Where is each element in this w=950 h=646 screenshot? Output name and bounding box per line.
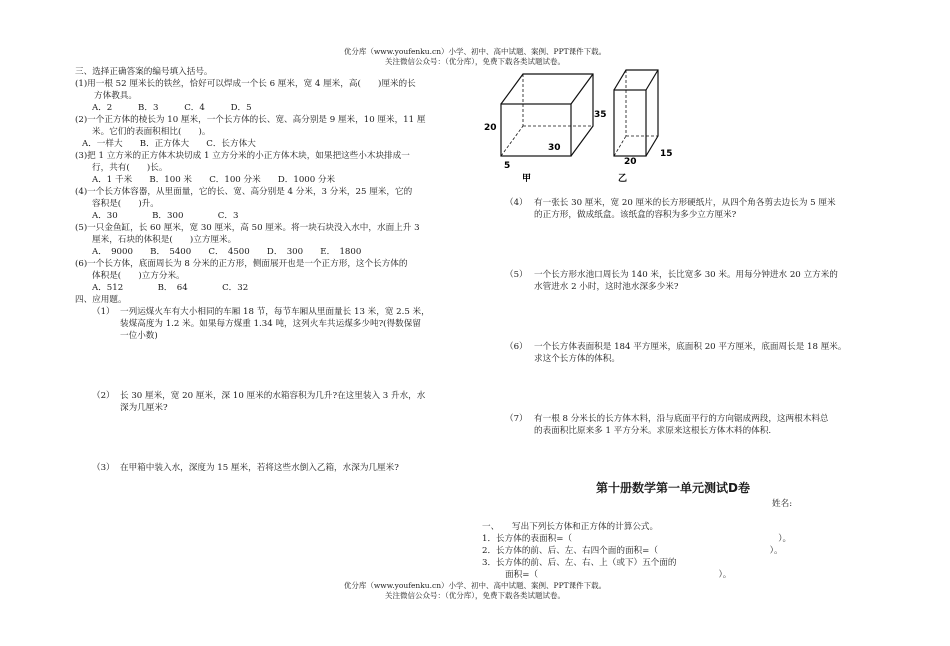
q6-text: (6)一个长方体，底面周长为 8 分米的正方形，侧面展开也是一个正方形，这个长方体的 bbox=[75, 259, 408, 269]
box-yi bbox=[614, 70, 658, 156]
q4-text-cont: 容积是( )升。 bbox=[92, 199, 159, 209]
d-section1-heading: 写出下列长方体和正方体的计算公式。 bbox=[512, 522, 659, 532]
page-footer-line2: 关注微信公众号：（优分库），免费下载各类试题试卷。 bbox=[385, 591, 565, 600]
q3-options: A．1 千米 B．100 米 C．100 分米 D．1000 分米 bbox=[92, 175, 336, 185]
yi-name-label: 乙 bbox=[618, 174, 628, 184]
app2-text: 长 30 厘米，宽 20 厘米，深 10 厘米的水箱容积为几升?在这里装入 3 升水，水 bbox=[120, 391, 426, 401]
app6-text: 一个长方体表面积是 184 平方厘米，底面积 20 平方厘米，底面周长是 18 厘米。 bbox=[534, 342, 847, 352]
test-d-title: 第十册数学第一单元测试D卷 bbox=[596, 481, 750, 495]
jia-height-label: 20 bbox=[484, 123, 497, 133]
app5-number: （5） bbox=[505, 270, 528, 280]
q5-text-cont: 厘米，石块的体积是( )立方厘米。 bbox=[92, 235, 237, 245]
d-section1-number: 一、 bbox=[482, 522, 500, 532]
q6-options: A．512 B． 64 C．32 bbox=[92, 283, 249, 293]
app4-text: 有一张长 30 厘米，宽 20 厘米的长方形硬纸片，从四个角各剪去边长为 5 厘米 bbox=[534, 198, 836, 208]
jia-width-label: 5 bbox=[504, 161, 511, 171]
app6-text-cont: 求这个长方体的体积。 bbox=[534, 354, 620, 364]
section4-heading: 四、应用题。 bbox=[75, 295, 127, 305]
app1-text-cont: 装煤高度为 1.2 米。如果每方煤重 1.34 吨，这列火车共运煤多少吨?(得数保留 bbox=[120, 319, 421, 329]
q5-text: (5)一只金鱼缸，长 60 厘米，宽 30 厘米，高 50 厘米。将一块石块没入水中，水面上升 3 bbox=[75, 223, 420, 233]
page-header-line1: 优分库（www.youfenku.cn）小学、初中、高中试题、案例、PPT课件下载。 bbox=[343, 47, 607, 56]
app2-text-cont: 深为几厘米? bbox=[120, 403, 168, 413]
q4-options: A．30 B．300 C．3 bbox=[92, 211, 239, 221]
app5-text-cont: 水管进水 2 小时，这时池水深多少米? bbox=[534, 282, 679, 292]
app2-number: （2） bbox=[92, 391, 115, 401]
q2-options: A．一样大 B．正方体大 C．长方体大 bbox=[82, 139, 256, 149]
student-name-label: 姓名: bbox=[772, 499, 793, 509]
q4-text: (4)一个长方体容器，从里面量，它的长、宽、高分别是 4 分米，3 分米，25 厘米，它的 bbox=[75, 187, 413, 197]
app3-text: 在甲箱中装入水，深度为 15 厘米，若将这些水倒入乙箱，水深为几厘米? bbox=[120, 463, 399, 473]
app7-number: （7） bbox=[505, 414, 528, 424]
app4-text-cont: 的正方形，做成纸盒。该纸盒的容积为多少立方厘米? bbox=[534, 210, 737, 220]
formula-3: 3．长方体的前、后、左、右、上（或下）五个面的 bbox=[482, 558, 677, 568]
jia-name-label: 甲 bbox=[522, 174, 532, 184]
page-footer-line1: 优分库（www.youfenku.cn）小学、初中、高中试题、案例、PPT课件下载。 bbox=[343, 581, 607, 590]
formula-1: 1．长方体的表面积=（ ）。 bbox=[482, 534, 792, 544]
q1-options: A．2 B．3 C．4 D．5 bbox=[92, 103, 252, 113]
yi-width-label: 15 bbox=[660, 149, 673, 159]
app5-text: 一个长方形水池口周长为 140 米，长比宽多 30 米。用每分钟进水 20 立方米的 bbox=[534, 270, 838, 280]
section3-heading: 三、选择正确答案的编号填入括号。 bbox=[75, 67, 213, 77]
formula-3-cont: 面积=（ ）。 bbox=[505, 570, 732, 580]
q1-text-cont: 方体教具。 bbox=[94, 91, 137, 101]
box-figures bbox=[478, 64, 688, 190]
page-header-line2: 关注微信公众号：（优分库），免费下载各类试题试卷。 bbox=[385, 57, 565, 66]
q3-text-cont: 行，共有( )长。 bbox=[92, 163, 168, 173]
app1-text-cont2: 一位小数) bbox=[120, 331, 158, 341]
app4-number: （4） bbox=[505, 198, 528, 208]
q2-text-cont: 米。它们的表面积相比( )。 bbox=[92, 127, 211, 137]
formula-2: 2．长方体的前、后、左、右四个面的面积=（ ）。 bbox=[482, 546, 783, 556]
yi-height-label: 35 bbox=[594, 110, 607, 120]
box-jia bbox=[501, 74, 593, 156]
q1-text: (1)用一根 52 厘米长的铁丝，恰好可以焊成一个长 6 厘米，宽 4 厘米，高( )厘米的长 bbox=[75, 79, 416, 89]
app7-text-cont: 的表面积比原来多 1 平方分米。求原来这根长方体木料的体积. bbox=[534, 426, 772, 436]
app6-number: （6） bbox=[505, 342, 528, 352]
jia-length-label: 30 bbox=[548, 143, 561, 153]
app7-text: 有一根 8 分米长的长方体木料，沿与底面平行的方向锯成两段，这两根木料总 bbox=[534, 414, 829, 424]
q6-text-cont: 体积是( )立方分米。 bbox=[92, 271, 185, 281]
q2-text: (2)一个正方体的棱长为 10 厘米，一个长方体的长、宽、高分别是 9 厘米，10 厘米，11 厘 bbox=[75, 115, 426, 125]
yi-length-label: 20 bbox=[624, 157, 637, 167]
app3-number: （3） bbox=[92, 463, 115, 473]
q3-text: (3)把 1 立方米的正方体木块切成 1 立方分米的小正方体木块，如果把这些小木块排成一 bbox=[75, 151, 410, 161]
app1-number: （1） bbox=[92, 307, 115, 317]
q5-options: A． 9000 B． 5400 C． 4500 D． 300 E． 1800 bbox=[92, 247, 362, 257]
app1-text: 一列运煤火车有大小相同的车厢 18 节，每节车厢从里面量长 13 米，宽 2.5 米， bbox=[120, 307, 430, 317]
